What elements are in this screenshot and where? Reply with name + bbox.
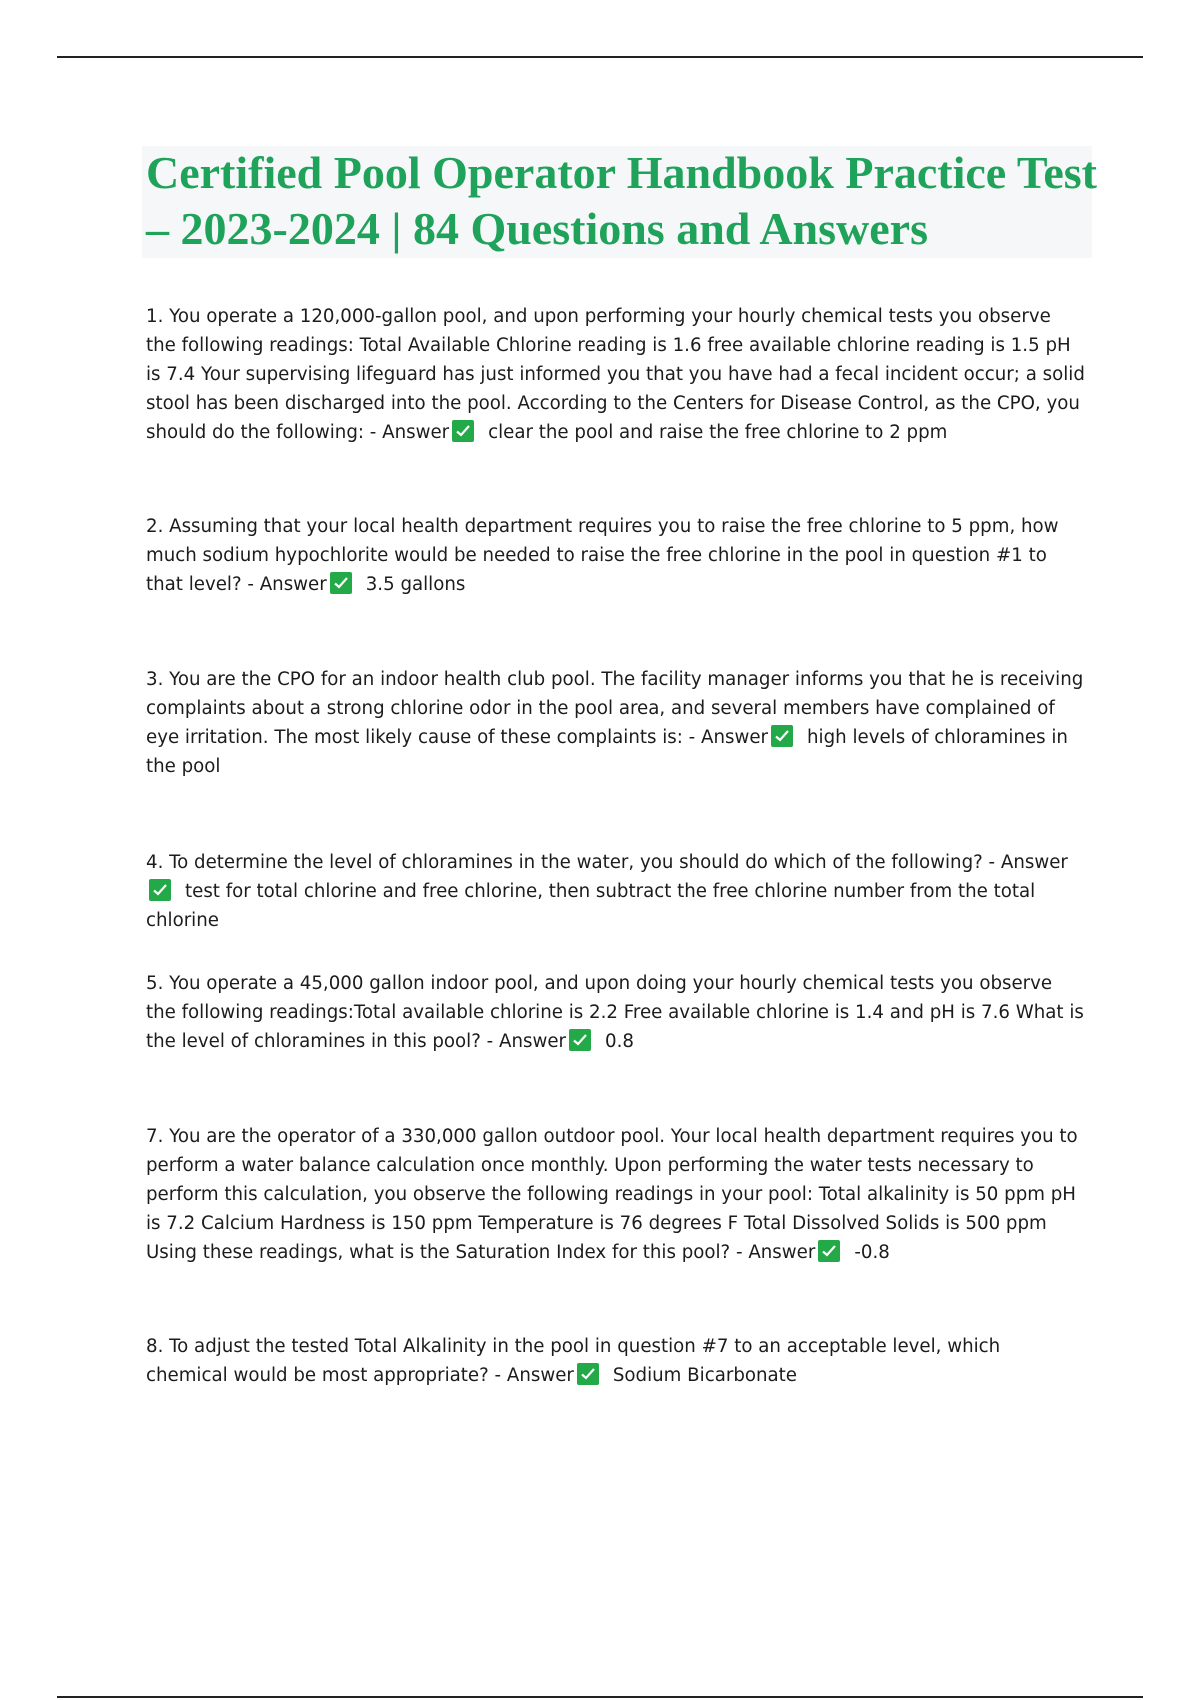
answer-text: 0.8 [605,1031,634,1052]
qa-item-3 [146,665,1086,781]
answer-text: test for total chlorine and free chlorine, then subtract the free chlorine number from the total chlorine [146,881,1036,931]
qa-item-8 [146,1332,1086,1390]
green-checkmark-icon [818,1240,840,1262]
green-checkmark-icon [771,725,793,747]
question-text: 2. Assuming that your local health department requires you to raise the free chlorine to 5 ppm, how much sodium hypochlorite would be needed to raise the free chlorine in the pool in question #1 to that level? - Answer [146,516,1059,595]
qa-item-2 [146,512,1086,599]
answer-text: clear the pool and raise the free chlorine to 2 ppm [488,422,948,443]
answer-text: high levels of chloramines in the pool [146,727,1068,777]
question-text: 3. You are the CPO for an indoor health club pool. The facility manager informs you that he is receiving complaints about a strong chlorine odor in the pool area, and several members have complained of eye irritation. The most likely cause of these complaints is: - Answer [146,669,1084,748]
question-text: 5. You operate a 45,000 gallon indoor pool, and upon doing your hourly chemical tests you observe the following readings:Total available chlorine is 2.2 Free available chlorine is 1.4 and pH is 7.6 What is the level of chloramines in this pool? - Answer [146,973,1084,1052]
document-title: Certified Pool Operator Handbook Practice Test – 2023-2024 | 84 Questions and Answers [146,147,1097,254]
green-checkmark-icon [330,572,352,594]
green-checkmark-icon [577,1363,599,1385]
header-divider [57,56,1143,58]
qa-item-5 [146,969,1086,1056]
answer-text: Sodium Bicarbonate [612,1365,797,1386]
qa-item-4 [146,848,1086,935]
green-checkmark-icon [452,420,474,442]
qa-item-1 [146,302,1086,447]
question-text: 1. You operate a 120,000-gallon pool, and upon performing your hourly chemical tests you observe the following readings: Total Available Chlorine reading is 1.6 free available chlorine reading is 1.5 pH is 7.4 Your supervising lifeguard has just informed you that you have had a fecal incident occur; a solid stool has been discharged into the pool. According to the Centers for Disease Control, as the CPO, you should do the following: - Answer [146,306,1085,443]
answer-text: -0.8 [854,1242,890,1263]
footer-divider [57,1696,1143,1698]
question-text: 4. To determine the level of chloramines in the water, you should do which of the following? - Answer [146,852,1068,873]
green-checkmark-icon [569,1029,591,1051]
answer-text: 3.5 gallons [365,574,466,595]
question-text: 7. You are the operator of a 330,000 gallon outdoor pool. Your local health department requires you to perform a water balance calculation once monthly. Upon performing the water tests necessary to perform this calculation, you observe the following readings in your pool: Total alkalinity is 50 ppm pH is 7.2 Calcium Hardness is 150 ppm Temperature is 76 degrees F Total Dissolved Solids is 500 ppm Using these readings, what is the Saturation Index for this pool? - Answer [146,1126,1078,1263]
question-text: 8. To adjust the tested Total Alkalinity in the pool in question #7 to an acceptable level, which chemical would be most appropriate? - Answer [146,1336,1001,1386]
green-checkmark-icon [149,879,171,901]
qa-item-7 [146,1122,1086,1267]
